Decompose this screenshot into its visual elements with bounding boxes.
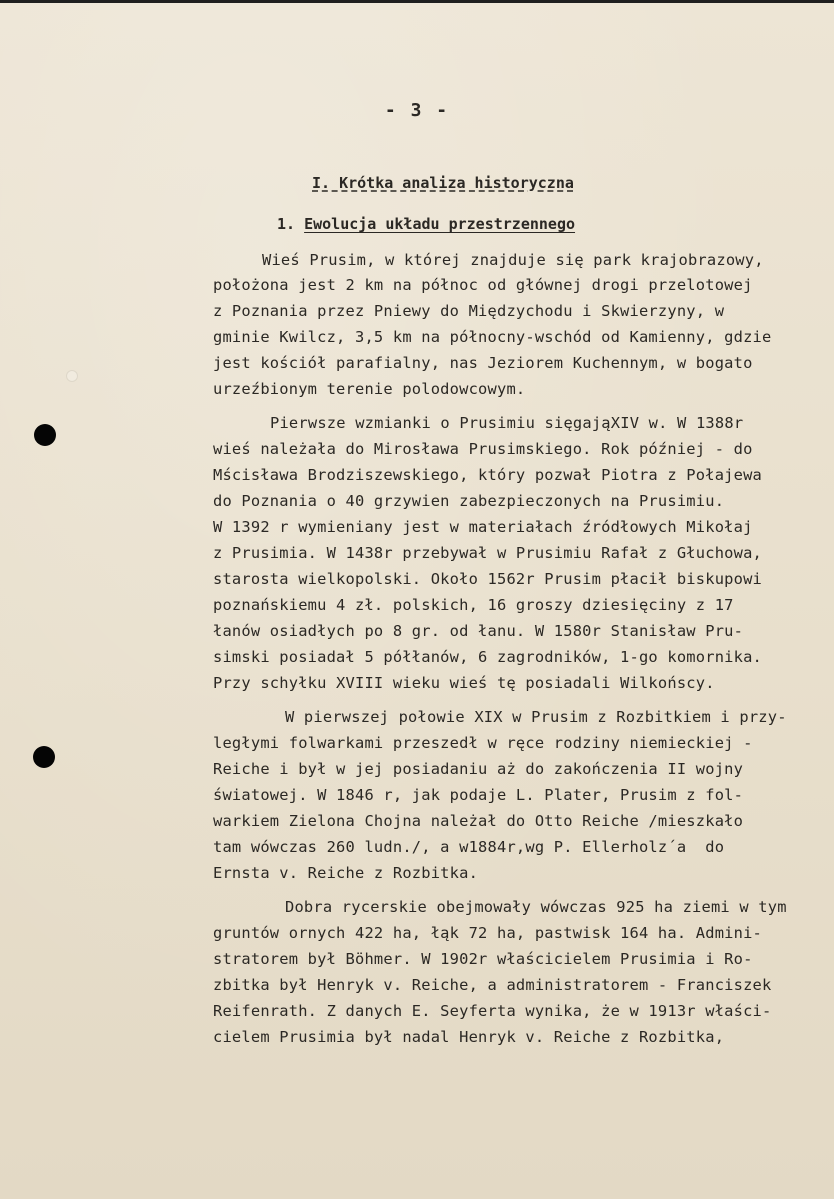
text-line: Wieś Prusim, w której znajduje się park krajobrazowy, — [262, 251, 764, 269]
text-line: ległymi folwarkami przeszedł w ręce rodziny niemieckiej - — [213, 734, 753, 752]
text-line: z Poznania przez Pniewy do Międzychodu i Skwierzyny, w — [213, 302, 725, 320]
punch-hole — [34, 424, 56, 446]
text-line: starosta wielkopolski. Około 1562r Prusim płacił biskupowi — [213, 570, 763, 588]
text-line: gminie Kwilcz, 3,5 km na północny-wschód od Kamienny, gdzie — [213, 328, 772, 346]
paper-speck — [66, 370, 78, 382]
text-line: urzeźbionym terenie polodowcowym. — [213, 380, 526, 398]
text-line: łanów osiadłych po 8 gr. od łanu. W 1580r Stanisław Pru- — [213, 622, 744, 640]
section-heading: I. Krótka analiza historyczna — [312, 174, 574, 192]
text-line: Przy schyłku XVIII wieku wieś tę posiadali Wilkońscy. — [213, 674, 715, 692]
text-line: Dobra rycerskie obejmowały wówczas 925 ha ziemi w tym — [285, 898, 787, 916]
punch-hole — [33, 746, 55, 768]
text-line: do Poznania o 40 grzywien zabezpieczonych na Prusimiu. — [213, 492, 725, 510]
text-line: W pierwszej połowie XIX w Prusim z Rozbitkiem i przy- — [285, 708, 787, 726]
text-line: zbitka był Henryk v. Reiche, a administratorem - Franciszek — [213, 976, 772, 994]
subsection-heading — [277, 215, 575, 233]
text-line: warkiem Zielona Chojna należał do Otto Reiche /mieszkało — [213, 812, 744, 830]
text-line: Mścisława Brodziszewskiego, który pozwał Piotra z Połajewa — [213, 466, 763, 484]
text-line: wieś należała do Mirosława Prusimskiego. Rok później - do — [213, 440, 753, 458]
text-line: jest kościół parafialny, nas Jeziorem Kuchennym, w bogato — [213, 354, 753, 372]
subsection-number: 1. — [277, 215, 296, 233]
text-line: Reifenrath. Z danych E. Seyferta wynika, że w 1913r właści- — [213, 1002, 772, 1020]
subsection-title: Ewolucja układu przestrzennego — [304, 215, 576, 233]
text-line: światowej. W 1846 r, jak podaje L. Plater, Prusim z fol- — [213, 786, 744, 804]
text-line: gruntów ornych 422 ha, łąk 72 ha, pastwisk 164 ha. Admini- — [213, 924, 763, 942]
text-line: stratorem był Böhmer. W 1902r właścicielem Prusimia i Ro- — [213, 950, 753, 968]
text-line: tam wówczas 260 ludn./, a w1884r,wg P. Ellerholz´a do — [213, 838, 725, 856]
text-line: cielem Prusimia był nadal Henryk v. Reiche z Rozbitka, — [213, 1028, 725, 1046]
text-line: W 1392 r wymieniany jest w materiałach źródłowych Mikołaj — [213, 518, 753, 536]
text-line: Pierwsze wzmianki o Prusimiu sięgająXIV w. W 1388r — [270, 414, 744, 432]
text-line: Ernsta v. Reiche z Rozbitka. — [213, 864, 479, 882]
page-top-edge — [0, 0, 834, 3]
text-line: położona jest 2 km na północ od głównej drogi przelotowej — [213, 276, 753, 294]
text-line: poznańskiemu 4 zł. polskich, 16 groszy dziesięciny z 17 — [213, 596, 734, 614]
text-line: z Prusimia. W 1438r przebywał w Prusimiu Rafał z Głuchowa, — [213, 544, 763, 562]
text-line: Reiche i był w jej posiadaniu aż do zakończenia II wojny — [213, 760, 744, 778]
text-line: simski posiadał 5 półłanów, 6 zagrodników, 1-go komornika. — [213, 648, 763, 666]
page-number: - 3 - — [384, 100, 450, 121]
